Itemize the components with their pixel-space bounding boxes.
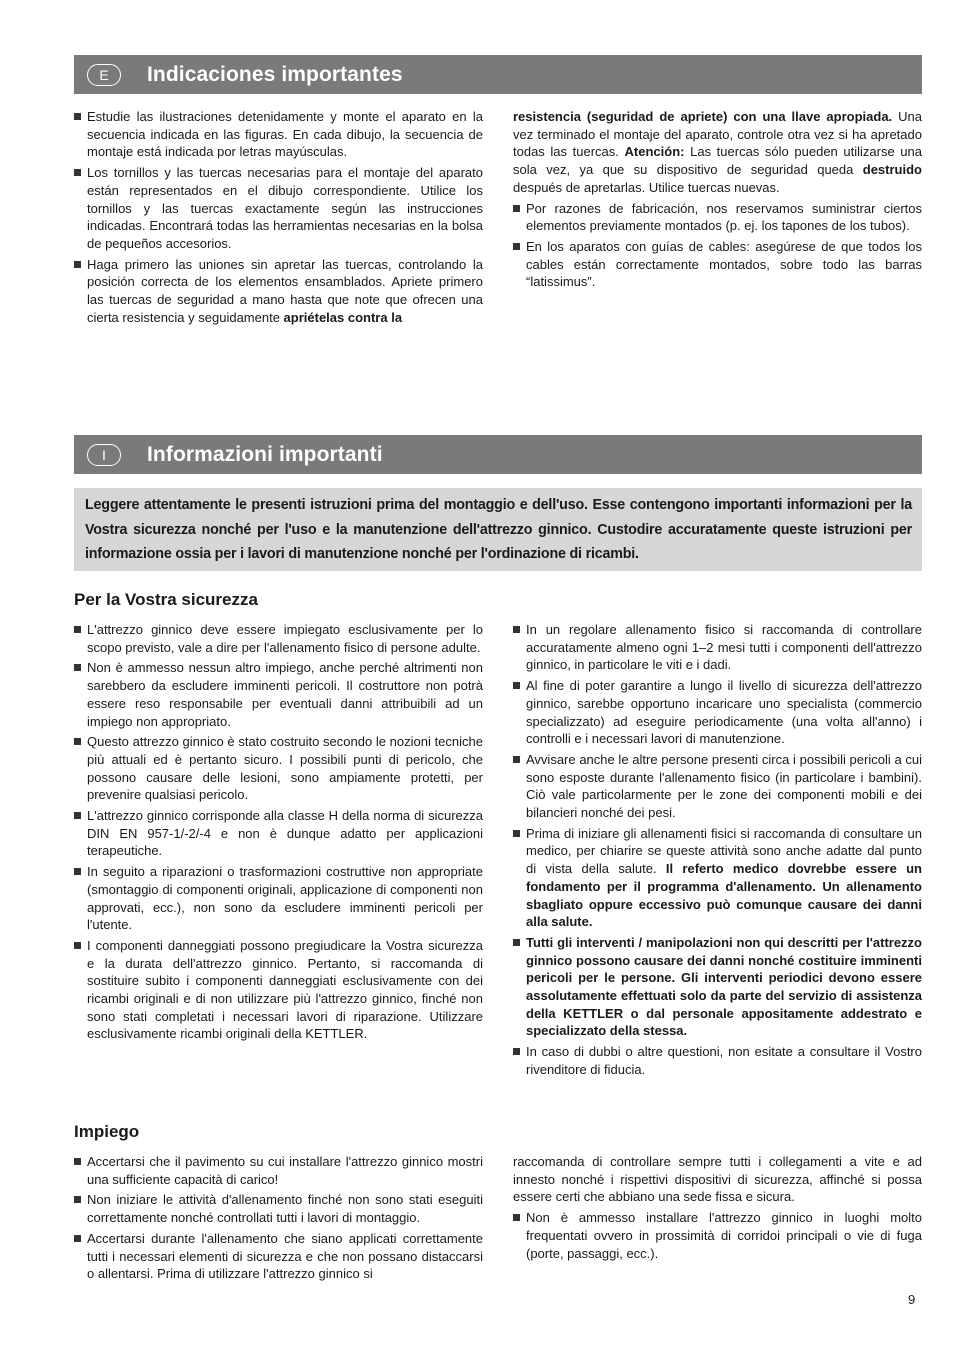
list-item: [74, 621, 483, 656]
text-segment: apriételas contra la: [283, 309, 403, 325]
list-item: [513, 751, 922, 822]
square-bullet-icon: [74, 1235, 81, 1242]
text-segment: En los aparatos con guías de cables: asegúrese de que todos los cables están correctamente montados, sobre todo las barras “latissimus”.: [526, 238, 922, 290]
square-bullet-icon: [513, 205, 520, 212]
text-segment: L'attrezzo ginnico corrisponde alla classe H della norma di sicurezza DIN EN 957-1/-2/-4 e non è dunque adatto per applicazioni terapeutiche.: [87, 808, 483, 859]
safety-heading: Per la Vostra sicurezza: [74, 590, 258, 609]
section-header-es: [74, 55, 922, 94]
text-segment: Al fine di poter garantire a lungo il livello di sicurezza dell'attrezzo ginnico, sarebbe opportuno incaricare uno specialista (commercio specializzato) ad eseguire periodicamente (una volta all'anno) i controlli e i necessari lavori di manutenzione.: [526, 678, 922, 747]
list-item: [513, 1043, 922, 1078]
square-bullet-icon: [513, 243, 520, 250]
text-segment: Por razones de fabricación, nos reservamos suministrar ciertos elementos previamente montados (p. ej. los tapones de los tubos).: [526, 200, 922, 234]
use-heading: Impiego: [74, 1122, 140, 1141]
use-right-list: [513, 1209, 922, 1262]
square-bullet-icon: [74, 1196, 81, 1203]
square-bullet-icon: [74, 626, 81, 633]
use-continuation-paragraph: [513, 1153, 922, 1206]
list-item: [74, 937, 483, 1043]
list-item: [74, 1153, 483, 1188]
text-segment: In un regolare allenamento fisico si raccomanda di controllare accuratamente almeno ogni 1–2 mesi tutti i componenti dell'attrezzo ginnico, in particolare le viti e i dadi.: [526, 622, 922, 673]
text-segment: Haga primero las uniones sin apretar las tuercas, controlando la posición correcta de los elementos ensamblados. Apriete primero las tuercas de seguridad a mano hasta que note que ofrecen una cierta resistencia y seguidamente: [87, 256, 483, 325]
text-segment: Avvisare anche le altre persone presenti circa i possibili pericoli a cui sono esposte durante l'allenamento fisico (in particolare i bambini). Ciò vale particolarmente per le zone dei componenti mobili e dei bilancieri nonché dei pesi.: [526, 751, 922, 821]
text-segment: Los tornillos y las tuercas necesarias para el montaje del aparato están representados en el dibujo correspondiente. Utilice los tornillos y las tuercas exactamente según las instrucciones indicadas. Encontrará todas las herramientas necesarias en la bolsa de pequeños accesorios.: [87, 165, 483, 251]
square-bullet-icon: [74, 738, 81, 745]
text-segment: destruido: [862, 162, 922, 178]
list-item: [513, 200, 922, 235]
list-item: [513, 238, 922, 291]
use-right-column: [513, 1153, 922, 1265]
es-continuation-paragraph: [513, 108, 922, 197]
square-bullet-icon: [74, 1158, 81, 1165]
text-segment: raccomanda di controllare sempre tutti i collegamenti a vite e ad innesto nonché i rispettivi dispositivi di sicurezza, affinché si possa essere certi che abbiano una sede fissa e sicura.: [513, 1154, 922, 1205]
list-item: [513, 621, 922, 674]
square-bullet-icon: [513, 1048, 520, 1055]
safety-right-column: [513, 621, 922, 1082]
text-segment: Questo attrezzo ginnico è stato costruito secondo le nozioni tecniche più attuali ed è pertanto sicuro. I possibili punti di pericolo, che possono causare delle lesioni, sono ampiamente protetti, per prevenire qualsiasi pericolo.: [87, 734, 483, 803]
section-header-it: [74, 435, 922, 474]
text-segment: después de apretarlas. Utilice tuercas nuevas.: [513, 179, 780, 195]
square-bullet-icon: [513, 756, 520, 763]
text-segment: Las tuercas sólo pueden utilizarse una sola vez, ya que su dispositivo de seguridad queda: [513, 144, 923, 178]
text-segment: Accertarsi durante l'allenamento che siano applicati correttamente tutti i necessari elementi di sicurezza e che non possano distaccarsi o allentarsi. Prima di utilizzare l'attrezzo ginnico si: [87, 1230, 483, 1282]
text-segment: In seguito a riparazioni o trasformazioni costruttive non appropriate (smontaggio di componenti originali, applicazione di componenti non approvati, ecc.), non sono da escludere imminenti pericoli per l'utente.: [87, 864, 483, 933]
text-segment: Tutti gli interventi / manipolazioni non qui descritti per l'attrezzo ginnico possono causare dei danni nonché costituire imminenti pericoli per le persone. Gli interventi periodici devono essere assolutamente effettuati solo da parte del servizio di assistenza della KETTLER o dal personale appositamente addestrato e specializzato della stessa.: [526, 934, 922, 1039]
square-bullet-icon: [513, 626, 520, 633]
list-item: [74, 1230, 483, 1283]
list-item: [74, 863, 483, 934]
notice-box: Leggere attentamente le presenti istruzioni prima del montaggio e dell'uso. Esse contengono importanti informazioni per la Vostra sicurezza nonché per l'uso e la manutenzione dell'attrezzo ginnico. Custodire accuratamente queste istruzioni per informazione ossia per i lavori di manutenzione nonché per l'ordinazione di ricambi.: [74, 488, 922, 571]
square-bullet-icon: [74, 113, 81, 120]
list-item: [74, 256, 483, 327]
text-segment: Non è ammesso installare l'attrezzo ginnico in luoghi molto frequentati ovvero in prossimità di corridoi principali o vie di fuga (porte, passaggi, ecc.).: [526, 1210, 922, 1261]
text-segment: Una vez terminado el montaje del aparato, controle otra vez si ha apretado todas las tuercas.: [513, 109, 922, 160]
text-segment: In caso di dubbi o altre questioni, non esitate a consultare il Vostro rivenditore di fiducia.: [526, 1044, 922, 1077]
section-title-it: Informazioni importanti: [147, 442, 383, 466]
text-segment: Atención:: [624, 144, 685, 160]
square-bullet-icon: [74, 812, 81, 819]
square-bullet-icon: [74, 169, 81, 176]
use-left-column: [74, 1153, 483, 1286]
list-item: [74, 807, 483, 860]
text-segment: Il referto medico dovrebbe essere un fondamento per il programma d'allenamento. Un allenamento sbagliato oppure eccessivo può comunque causare dei danni alla salute.: [526, 861, 922, 930]
list-item: [74, 733, 483, 804]
language-badge-es: E: [87, 64, 121, 86]
text-segment: Non è ammesso nessun altro impiego, anche perché altrimenti non sarebbero da escludere imminenti pericoli. Il costruttore non potrà essere reso responsabile per eventuali danni attribuibili ad un impiego non appropriato.: [87, 660, 483, 729]
text-segment: L'attrezzo ginnico deve essere impiegato esclusivamente per lo scopo previsto, vale a dire per l'allenamento fisico di persone adulte.: [87, 622, 483, 655]
list-item: [74, 659, 483, 730]
text-segment: Estudie las ilustraciones detenidamente y monte el aparato en la secuencia indicada en las figuras. En cada dibujo, la secuencia de montaje está indicada por letras mayúsculas.: [87, 109, 483, 160]
list-item: [74, 1191, 483, 1226]
safety-left-column: [74, 621, 483, 1046]
text-segment: Non iniziare le attività d'allenamento finché non sono stati eseguiti correttamente nonché controllati tutti i lavori di montaggio.: [87, 1192, 483, 1226]
list-item: [74, 164, 483, 253]
square-bullet-icon: [74, 261, 81, 268]
language-badge-it: I: [87, 444, 121, 466]
text-segment: I componenti danneggiati possono pregiudicare la Vostra sicurezza e la durata dell'attrezzo ginnico. Pertanto, si raccomanda di sostituire subito i componenti danneggiati esclusivamente con dei ricambi originali e di non utilizzare più l'attrezzo ginnico, finché non sono stati completati i necessari lavori di riparazione. Utilizzare esclusivamente ricambi originali della KETTLER.: [87, 937, 483, 1042]
square-bullet-icon: [74, 664, 81, 671]
text-segment: Prima di iniziare gli allenamenti fisici si raccomanda di consultare un medico, per chiarire se queste attività sono anche adatte dal punto di vista della salute.: [526, 825, 922, 877]
square-bullet-icon: [513, 682, 520, 689]
list-item: [513, 934, 922, 1040]
square-bullet-icon: [513, 830, 520, 837]
square-bullet-icon: [513, 939, 520, 946]
text-segment: resistencia (seguridad de apriete) con una llave apropiada.: [513, 109, 893, 124]
square-bullet-icon: [74, 868, 81, 875]
page-number: 9: [908, 1292, 916, 1307]
square-bullet-icon: [513, 1214, 520, 1221]
es-right-column: [513, 108, 922, 294]
list-item: [513, 825, 922, 931]
es-left-column: [74, 108, 483, 329]
text-segment: Accertarsi che il pavimento su cui installare l'attrezzo ginnico mostri una sufficiente capacità di carico!: [87, 1154, 483, 1187]
list-item: [513, 677, 922, 748]
square-bullet-icon: [74, 942, 81, 949]
es-right-list: [513, 200, 922, 292]
list-item: [513, 1209, 922, 1262]
list-item: [74, 108, 483, 161]
section-title-es: Indicaciones importantes: [147, 62, 403, 86]
